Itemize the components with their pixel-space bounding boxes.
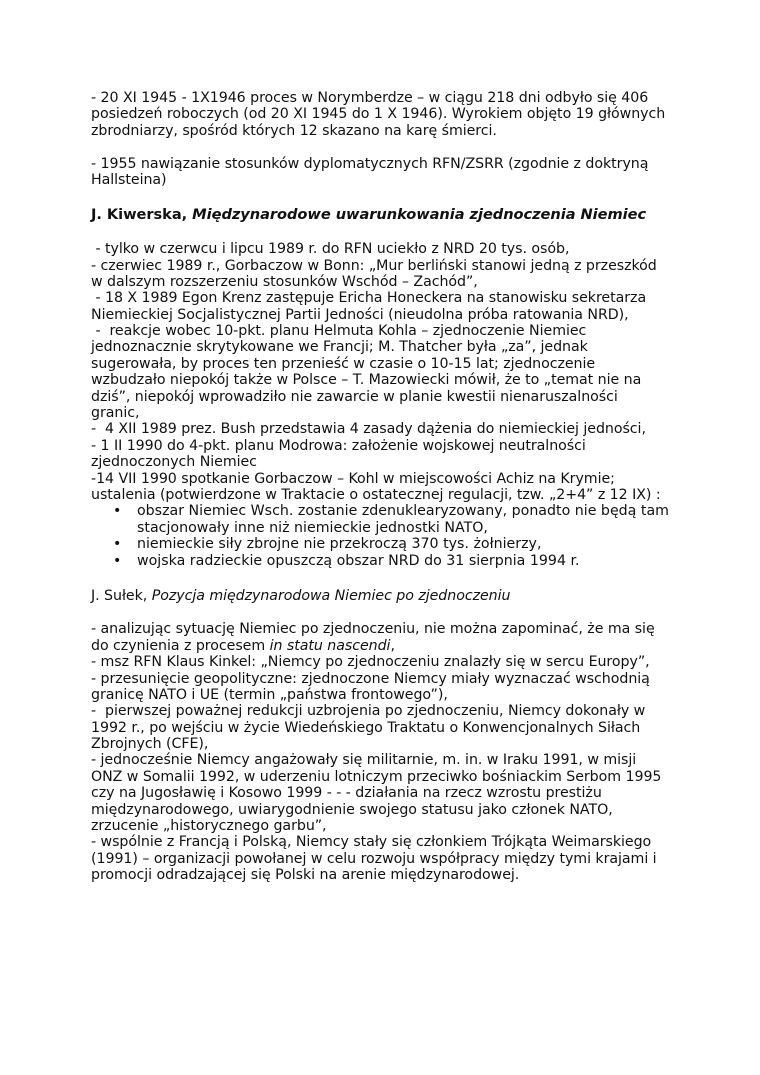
text-line: promocji odradzającej się Polski na arenie międzynarodowej.: [91, 867, 520, 884]
text-line: - pierwszej poważnej redukcji uzbrojenia po zjednoczeniu, Niemcy dokonały w: [91, 703, 646, 720]
list-item: [91, 503, 671, 519]
section-heading-sulek: [91, 587, 671, 605]
text-line: międzynarodowego, uwiarygodnienie swojego statusu jako członek NATO,: [91, 801, 613, 818]
text-line: - 18 X 1989 Egon Krenz zastępuje Ericha Honeckera na stanowisku sekretarza: [91, 290, 647, 307]
text-line: granicę NATO i UE (termin „państwa frontowego”),: [91, 686, 448, 703]
section-heading-kiwerska: [91, 205, 671, 225]
bullet-list: [91, 503, 671, 569]
text-line: w dalszym rozszerzeniu stosunków Wschód – Zachód”,: [91, 273, 478, 290]
text-line: wzbudzało niepokój także w Polsce – T. Mazowiecki mówił, że to „temat nie na: [91, 372, 642, 389]
bullet-text: wojska radzieckie opuszczą obszar NRD do 31 sierpnia 1994 r.: [137, 552, 580, 569]
heading-title: Pozycja międzynarodowa Niemiec po zjednoczeniu: [151, 587, 511, 604]
bullet-icon: •: [113, 503, 122, 520]
bullet-continuation: stacjonowały inne niż niemieckie jednostki NATO,: [137, 519, 488, 536]
spacer: [91, 569, 671, 587]
text-line: Niemieckiej Socjalistycznej Partii Jedności (nieudolna próba ratowania NRD),: [91, 306, 629, 323]
text-line: [91, 638, 671, 654]
section-sulek-list: [91, 621, 671, 883]
text-line: czy na Jugosławię i Kosowo 1999 - - - działania na rzecz wzrostu prestiżu: [91, 785, 602, 802]
text-line: - 1955 nawiązanie stosunków dyplomatycznych RFN/ZSRR (zgodnie z doktryną: [91, 155, 649, 172]
text-line: zjednoczonych Niemiec: [91, 454, 257, 471]
list-item: [91, 536, 671, 552]
list-item: [91, 553, 671, 569]
text-line: ONZ w Somalii 1992, w uderzeniu lotniczym przeciwko bośniackim Serbom 1995: [91, 768, 662, 785]
paragraph-nuremberg: [91, 90, 671, 139]
text-fragment: do czynienia z procesem: [91, 637, 270, 654]
text-line: - reakcje wobec 10-pkt. planu Helmuta Kohla – zjednoczenie Niemiec: [91, 323, 587, 340]
bullet-text: obszar Niemiec Wsch. zostanie zdenuklearyzowany, ponadto nie będą tam: [137, 503, 669, 520]
text-line: - jednocześnie Niemcy angażowały się militarnie, m. in. w Iraku 1991, w misji: [91, 752, 637, 769]
bullet-icon: •: [113, 536, 122, 553]
text-line: 1992 r., po wejściu w życie Wiedeńskiego Traktatu o Konwencjonalnych Siłach: [91, 719, 641, 736]
heading-author: J. Sułek,: [91, 587, 152, 604]
text-line: granic,: [91, 405, 140, 422]
latin-phrase: in statu nascendi: [269, 637, 391, 654]
text-line: - msz RFN Klaus Kinkel: „Niemcy po zjednoczeniu znalazły się w sercu Europy”,: [91, 654, 650, 671]
spacer: [91, 605, 671, 621]
text-line: - 4 XII 1989 prez. Bush przedstawia 4 zasady dążenia do niemieckiej jedności,: [91, 421, 646, 438]
text-line: dziś”, niepokój wprowadziło nie zawarcie w planie kwestii nienaruszalności: [91, 388, 618, 405]
text-line: - analizując sytuację Niemiec po zjednoczeniu, nie można zapominać, że ma się: [91, 621, 655, 638]
bullet-icon: •: [113, 552, 122, 569]
bullet-text: niemieckie siły zbrojne nie przekroczą 370 tys. żołnierzy,: [137, 536, 542, 553]
text-line: jednoznacznie skrytykowane we Francji; M. Thatcher była „za”, jednak: [91, 339, 588, 356]
text-fragment: ,: [390, 637, 395, 654]
text-line: - czerwiec 1989 r., Gorbaczow w Bonn: „Mur berliński stanowi jedną z przeszkód: [91, 257, 657, 274]
text-line: - 20 XI 1945 - 1X1946 proces w Norymberdze – w ciągu 218 dni odbyło się 406: [91, 90, 649, 106]
text-line: - przesunięcie geopolityczne: zjednoczone Niemcy miały wyznaczać wschodnią: [91, 670, 650, 687]
spacer: [91, 139, 671, 155]
text-line: - tylko w czerwcu i lipcu 1989 r. do RFN uciekło z NRD 20 tys. osób,: [91, 241, 570, 258]
document-body: [91, 90, 671, 884]
spacer: [91, 225, 671, 241]
text-line: Zbrojnych (CFE),: [91, 736, 209, 753]
text-line: zrzucenie „historycznego garbu”,: [91, 818, 327, 835]
text-line: -14 VII 1990 spotkanie Gorbaczow – Kohl w miejscowości Achiz na Krymie;: [91, 470, 615, 487]
text-line: Hallsteina): [91, 171, 167, 188]
text-line: posiedzeń roboczych (od 20 XI 1945 do 1 X 1946). Wyrokiem objęto 19 głównych: [91, 106, 666, 123]
text-line: - 1 II 1990 do 4-pkt. planu Modrowa: założenie wojskowej neutralności: [91, 437, 586, 454]
heading-author: J. Kiwerska,: [91, 205, 193, 223]
heading-title: Międzynarodowe uwarunkowania zjednoczenia Niemiec: [192, 205, 647, 223]
section-kiwerska-list: [91, 241, 671, 503]
text-line: (1991) – organizacji powołanej w celu rozwoju współpracy między tymi krajami i: [91, 850, 657, 867]
text-line: - wspólnie z Francją i Polską, Niemcy stały się członkiem Trójkąta Weimarskiego: [91, 834, 652, 851]
text-line: ustalenia (potwierdzone w Traktacie o ostatecznej regulacji, tzw. „2+4” z 12 IX) :: [91, 486, 661, 503]
paragraph-1955: [91, 156, 671, 189]
text-line: sugerowała, by proces ten przenieść w czasie o 10-15 lat; zjednoczenie: [91, 355, 596, 372]
spacer: [91, 188, 671, 204]
text-line: zbrodniarzy, spośród których 12 skazano na karę śmierci.: [91, 122, 497, 139]
